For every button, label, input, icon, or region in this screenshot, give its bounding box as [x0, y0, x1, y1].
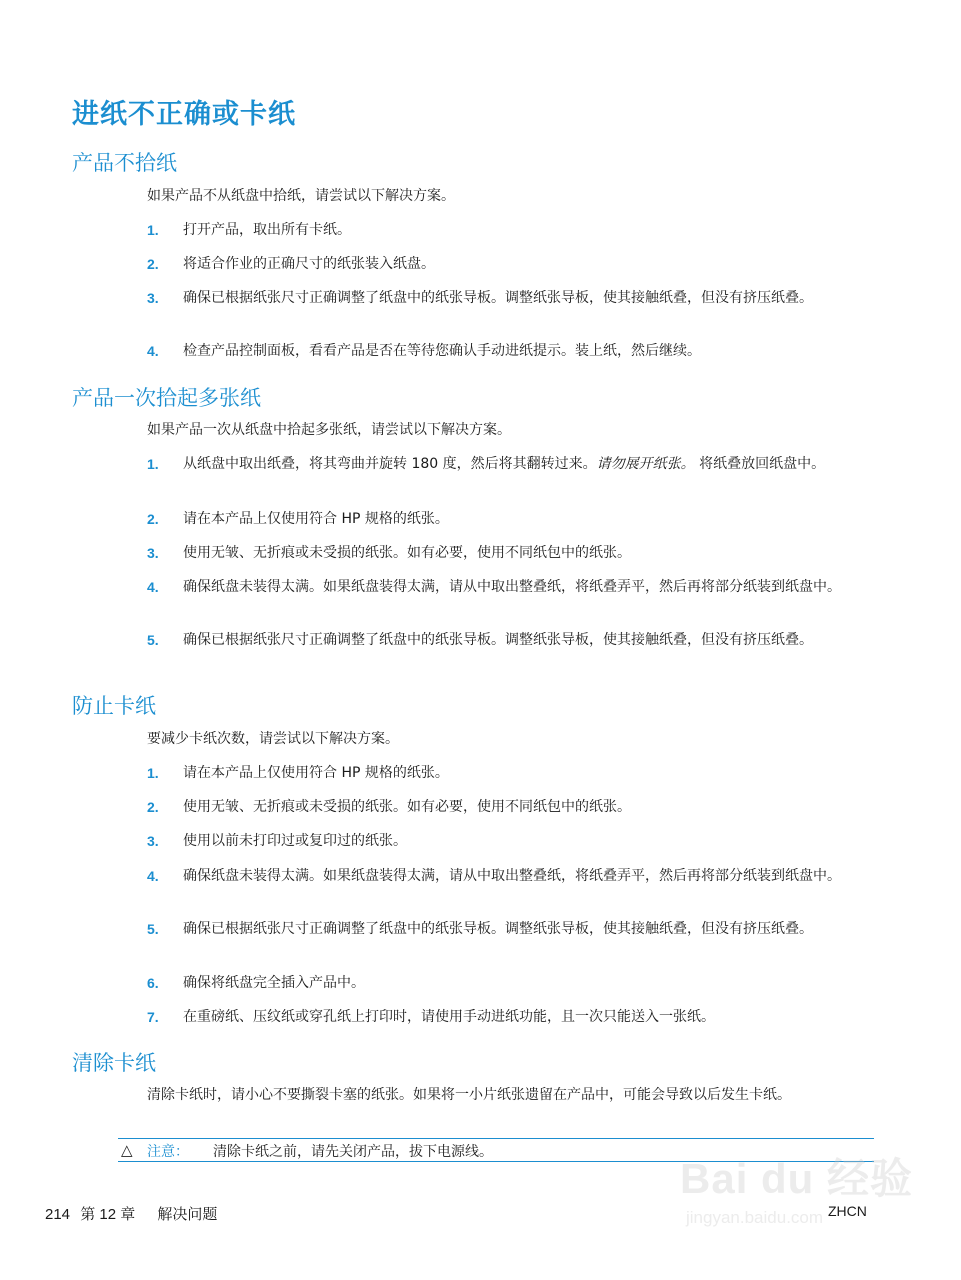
step-number: 1.: [147, 456, 159, 472]
step-text: 检查产品控制面板，看看产品是否在等待您确认手动进纸提示。装上纸，然后继续。: [183, 343, 701, 359]
step-text-part: 将纸叠放回纸盘中。: [694, 456, 826, 472]
baidu-watermark: [680, 1146, 920, 1246]
chapter-title: 解决问题: [157, 1206, 218, 1223]
step-number: 2.: [147, 511, 159, 527]
step-text: 请在本产品上仅使用符合 HP 规格的纸张。: [183, 765, 449, 781]
step-text: 确保将纸盘完全插入产品中。: [183, 975, 365, 991]
section-intro: 如果产品不从纸盘中拾纸，请尝试以下解决方案。: [147, 188, 455, 204]
watermark-url: jingyan.baidu.com: [686, 1208, 824, 1227]
step-number: 2.: [147, 256, 159, 272]
step-text: 请在本产品上仅使用符合 HP 规格的纸张。: [183, 511, 449, 527]
page-title: 进纸不正确或卡纸: [72, 99, 296, 130]
step-text: 使用无皱、无折痕或未受损的纸张。如有必要，使用不同纸包中的纸张。: [183, 545, 631, 561]
step-number: 4.: [147, 579, 159, 595]
caution-text: 清除卡纸之前，请先关闭产品，拔下电源线。: [213, 1144, 493, 1160]
step-number: 3.: [147, 290, 159, 306]
step-text-part: 从纸盘中取出纸叠，将其弯曲并旋转 180 度，然后将其翻转过来。: [183, 456, 597, 472]
step-text: 确保已根据纸张尺寸正确调整了纸盘中的纸张导板。调整纸张导板，使其接触纸叠，但没有挤压纸叠。: [183, 921, 813, 937]
section-intro: 要减少卡纸次数，请尝试以下解决方案。: [147, 731, 399, 747]
step-number: 4.: [147, 343, 159, 359]
step-number: 3.: [147, 833, 159, 849]
page-footer: [45, 1203, 223, 1224]
page-number: 214: [45, 1206, 71, 1223]
watermark-logo: Bai du 经验: [680, 1155, 914, 1202]
step-text: 确保已根据纸张尺寸正确调整了纸盘中的纸张导板。调整纸张导板，使其接触纸叠，但没有挤压纸叠。: [183, 632, 813, 648]
step-number: 4.: [147, 868, 159, 884]
step-emphasis: 请勿展开纸张。: [596, 456, 695, 472]
step-text: 在重磅纸、压纹纸或穿孔纸上打印时，请使用手动进纸功能，且一次只能送入一张纸。: [183, 1009, 715, 1025]
step-text: 使用以前未打印过或复印过的纸张。: [183, 833, 407, 849]
step-number: 5.: [147, 921, 159, 937]
section-intro: 如果产品一次从纸盘中拾起多张纸，请尝试以下解决方案。: [147, 422, 511, 438]
step-text: 使用无皱、无折痕或未受损的纸张。如有必要，使用不同纸包中的纸张。: [183, 799, 631, 815]
step-number: 5.: [147, 632, 159, 648]
locale-code: ZHCN: [828, 1203, 867, 1219]
section-heading: 产品一次拾起多张纸: [72, 386, 261, 410]
step-text: 将适合作业的正确尺寸的纸张装入纸盘。: [183, 256, 435, 272]
warning-triangle-icon: △: [121, 1141, 133, 1159]
caution-label: 注意：: [147, 1144, 189, 1160]
step-text: 确保已根据纸张尺寸正确调整了纸盘中的纸张导板。调整纸张导板，使其接触纸叠，但没有挤压纸叠。: [183, 290, 813, 306]
chapter-label: 第 12 章: [80, 1206, 136, 1223]
step-text: 确保纸盘未装得太满。如果纸盘装得太满，请从中取出整叠纸，将纸叠弄平，然后再将部分纸装到纸盘中。: [183, 579, 841, 595]
step-number: 6.: [147, 975, 159, 991]
step-number: 2.: [147, 799, 159, 815]
section-heading: 产品不拾纸: [72, 151, 177, 175]
step-text: 确保纸盘未装得太满。如果纸盘装得太满，请从中取出整叠纸，将纸叠弄平，然后再将部分纸装到纸盘中。: [183, 868, 841, 884]
section-heading: 防止卡纸: [72, 694, 156, 718]
step-text: 打开产品，取出所有卡纸。: [183, 222, 351, 238]
section-intro: 清除卡纸时，请小心不要撕裂卡塞的纸张。如果将一小片纸张遗留在产品中，可能会导致以后发生卡纸。: [147, 1087, 791, 1103]
step-number: 1.: [147, 222, 159, 238]
step-number: 3.: [147, 545, 159, 561]
step-number: 1.: [147, 765, 159, 781]
section-heading: 清除卡纸: [72, 1051, 156, 1075]
step-text: [183, 455, 877, 474]
step-number: 7.: [147, 1009, 159, 1025]
